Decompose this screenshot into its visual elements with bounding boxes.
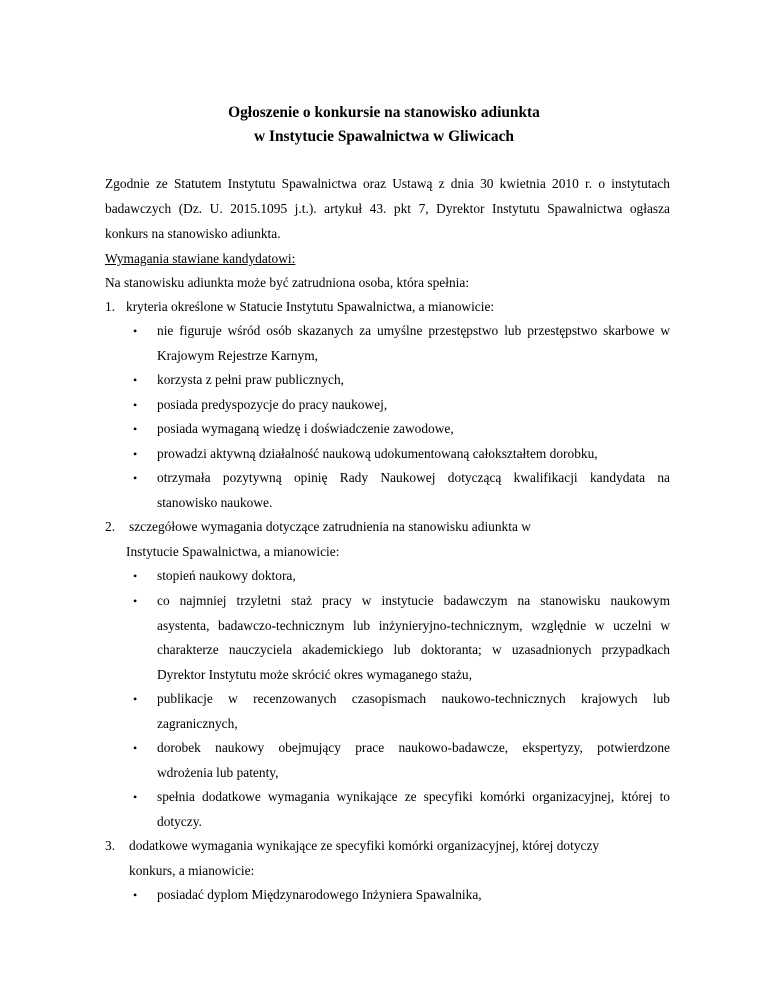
intro-line-3: konkurs na stanowisko adiunkta. <box>105 226 281 241</box>
list-item: publikacje w recenzowanych czasopismach naukowo-technicznych krajowych lub <box>157 691 670 706</box>
bullet-icon: • <box>133 422 138 436</box>
bullet-icon: • <box>133 373 138 387</box>
list-item: korzysta z pełni praw publicznych, <box>157 372 345 387</box>
list-item: stopień naukowy doktora, <box>157 568 296 583</box>
section-text-continuation: konkurs, a mianowicie: <box>129 863 255 878</box>
list-item: otrzymała pozytywną opinię Rady Naukowej dotyczącą kwalifikacji kandydata na <box>157 470 670 485</box>
list-item: posiada predyspozycje do pracy naukowej, <box>157 397 388 412</box>
bullet-icon: • <box>133 447 138 461</box>
list-item-continuation: dotyczy. <box>157 814 202 829</box>
list-item: prowadzi aktywną działalność naukową udokumentowaną całokształtem dorobku, <box>157 446 598 461</box>
list-item: co najmniej trzyletni staż pracy w instytucie badawczym na stanowisku naukowym <box>157 593 670 608</box>
section-text-continuation: Instytucie Spawalnictwa, a mianowicie: <box>126 544 340 559</box>
section-text: kryteria określone w Statucie Instytutu Spawalnictwa, a mianowicie: <box>126 299 495 314</box>
section-number: 2. <box>105 519 116 534</box>
list-item-continuation: charakterze nauczyciela akademickiego lub doktoranta; w uzasadnionych przypadkach <box>157 642 670 657</box>
list-item-continuation: asystenta, badawczo-technicznym lub inżynieryjno-technicznym, względnie w uczelni w <box>157 618 670 633</box>
list-item: dorobek naukowy obejmujący prace naukowo-badawcze, ekspertyzy, potwierdzone <box>157 740 670 755</box>
section-number: 3. <box>105 838 116 853</box>
list-item: nie figuruje wśród osób skazanych za umyślne przestępstwo lub przestępstwo skarbowe w <box>157 323 670 338</box>
requirements-lead: Na stanowisku adiunkta może być zatrudniona osoba, która spełnia: <box>105 275 470 290</box>
intro-line-1: Zgodnie ze Statutem Instytutu Spawalnictwa oraz Ustawą z dnia 30 kwietnia 2010 r. o instytutach <box>105 176 670 191</box>
list-item: posiadać dyplom Międzynarodowego Inżyniera Spawalnika, <box>157 887 482 902</box>
bullet-icon: • <box>133 741 138 755</box>
list-item-continuation: Dyrektor Instytutu może skrócić okres wymaganego stażu, <box>157 667 472 682</box>
title-line-2: w Instytucie Spawalnictwa w Gliwicach <box>254 128 514 145</box>
section-number: 1. <box>105 299 116 314</box>
bullet-icon: • <box>133 692 138 706</box>
bullet-icon: • <box>133 324 138 338</box>
requirements-heading: Wymagania stawiane kandydatowi: <box>105 251 296 266</box>
section-text: dodatkowe wymagania wynikające ze specyfiki komórki organizacyjnej, której dotyczy <box>129 838 600 853</box>
bullet-icon: • <box>133 790 138 804</box>
list-item-continuation: zagranicznych, <box>157 716 238 731</box>
list-item: spełnia dodatkowe wymagania wynikające ze specyfiki komórki organizacyjnej, której to <box>157 789 670 804</box>
bullet-icon: • <box>133 471 138 485</box>
list-item-continuation: stanowisko naukowe. <box>157 495 273 510</box>
section-text: szczegółowe wymagania dotyczące zatrudnienia na stanowisku adiunkta w <box>129 519 531 534</box>
title-line-1: Ogłoszenie o konkursie na stanowisko adiunkta <box>228 104 540 121</box>
bullet-icon: • <box>133 569 138 583</box>
list-item: posiada wymaganą wiedzę i doświadczenie zawodowe, <box>157 421 454 436</box>
bullet-icon: • <box>133 594 138 608</box>
bullet-icon: • <box>133 888 138 902</box>
bullet-icon: • <box>133 398 138 412</box>
list-item-continuation: wdrożenia lub patenty, <box>157 765 279 780</box>
intro-line-2: badawczych (Dz. U. 2015.1095 j.t.). artykuł 43. pkt 7, Dyrektor Instytutu Spawalnictwa ogłasza <box>105 201 670 216</box>
list-item-continuation: Krajowym Rejestrze Karnym, <box>157 348 319 363</box>
